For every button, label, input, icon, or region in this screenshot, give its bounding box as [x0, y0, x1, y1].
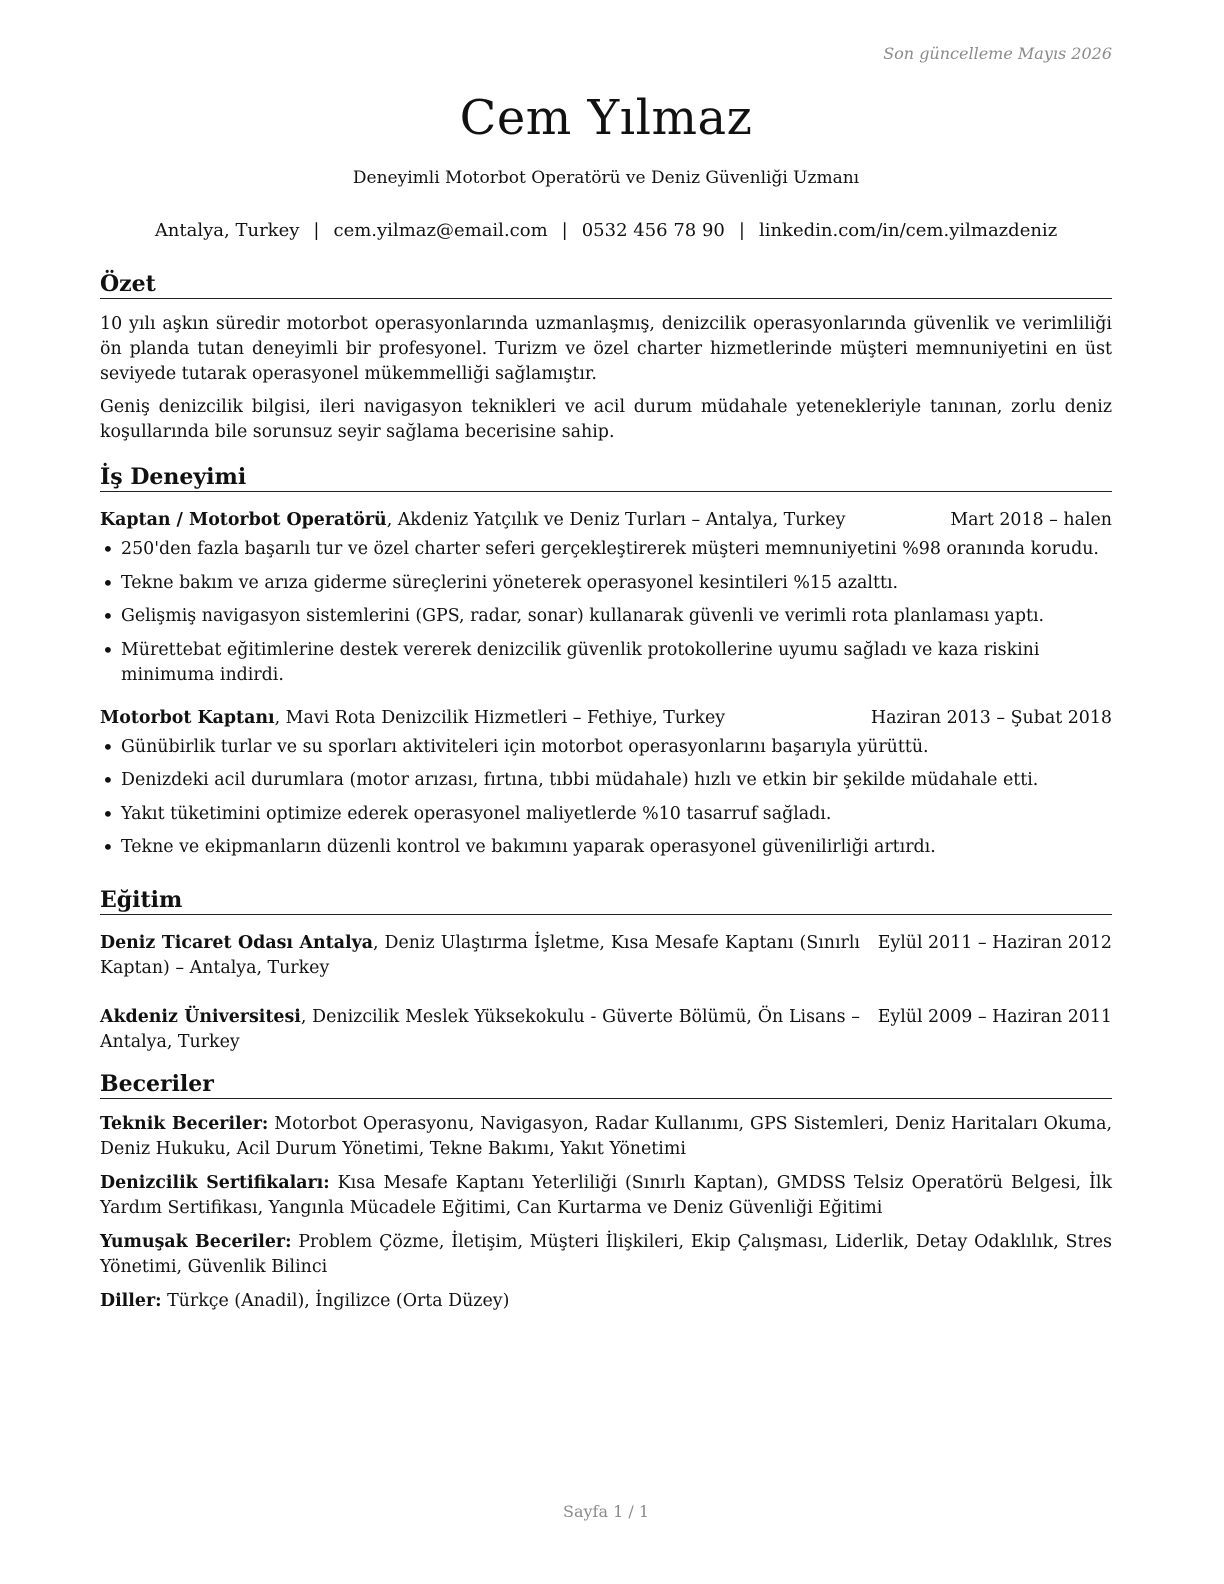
- experience-title: İş Deneyimi: [100, 463, 1112, 492]
- job-bullet: • Tekne bakım ve arıza giderme süreçlerini yöneterek operasyonel kesintileri %15 azalttı.: [100, 571, 1112, 596]
- skill-row: [100, 1112, 1112, 1162]
- job-dates: Mart 2018 – halen: [950, 510, 1112, 530]
- job-header: [100, 706, 1112, 731]
- contact-line: [100, 220, 1112, 241]
- experience-section: [100, 463, 1112, 869]
- job-dates: Haziran 2013 – Şubat 2018: [870, 707, 1112, 728]
- skill-text: Problem Çözme, İletişim, Müşteri İlişkileri, Ekip Çalışması, Liderlik, Detay Odaklılık, Stres Yönetimi, Güvenlik Bilinci: [100, 1232, 1112, 1277]
- education-details: , Denizcilik Meslek Yüksekokulu - Güverte Bölümü, Ön Lisans – Antalya, Turkey: [100, 1007, 860, 1052]
- skill-text: Motorbot Operasyonu, Navigasyon, Radar Kullanımı, GPS Sistemleri, Deniz Haritaları Okuma, Deniz Hukuku, Acil Durum Yönetimi, Tekne Bakımı, Yakıt Yönetimi: [100, 1114, 1113, 1159]
- skill-label: Denizcilik Sertifikaları:: [100, 1173, 330, 1193]
- job-bullets: [100, 537, 1112, 688]
- skill-row: [100, 1289, 1112, 1314]
- contact-linkedin[interactable]: linkedin.com/in/cem.yilmazdeniz: [758, 220, 1058, 241]
- job-bullet: • Tekne ve ekipmanların düzenli kontrol ve bakımını yaparak operasyonel güvenilirliği artırdı.: [100, 835, 1112, 860]
- education-dates: Eylül 2009 – Haziran 2011: [877, 1007, 1112, 1027]
- job-bullet: • Gelişmiş navigasyon sistemlerini (GPS, radar, sonar) kullanarak güvenli ve verimli rota planlaması yaptı.: [100, 604, 1112, 629]
- education-school: Deniz Ticaret Odası Antalya: [100, 933, 373, 953]
- skill-label: Yumuşak Beceriler:: [100, 1232, 292, 1252]
- skill-row: [100, 1230, 1112, 1280]
- skill-text: Kısa Mesafe Kaptanı Yeterliliği (Sınırlı Kaptan), GMDSS Telsiz Operatörü Belgesi, İlk Yardım Sertifikası, Yangınla Mücadele Eğitimi, Can Kurtarma ve Deniz Güvenliği Eğitimi: [100, 1173, 1113, 1218]
- job-bullet: • Denizdeki acil durumlara (motor arızası, fırtına, tıbbi müdahale) hızlı ve etkin bir şekilde müdahale etti.: [100, 768, 1112, 793]
- education-dates: Eylül 2011 – Haziran 2012: [877, 933, 1112, 953]
- person-name: Cem Yılmaz: [459, 90, 753, 146]
- summary-section: [100, 270, 1112, 445]
- job-bullet: • Yakıt tüketimini optimize ederek operasyonel maliyetlerde %10 tasarruf sağladı.: [100, 802, 1112, 827]
- contact-location: Antalya, Turkey: [154, 220, 300, 241]
- skills-title: Beceriler: [100, 1070, 1112, 1099]
- skill-text: Türkçe (Anadil), İngilizce (Orta Düzey): [161, 1291, 510, 1311]
- job-org: , Akdeniz Yatçılık ve Deniz Turları – Antalya, Turkey: [386, 510, 846, 530]
- page-number: Sayfa 1 / 1: [562, 1502, 649, 1521]
- job-role: Motorbot Kaptanı: [100, 707, 275, 728]
- skills-section: [100, 1070, 1112, 1314]
- education-item: [100, 931, 1112, 981]
- education-item: [100, 1005, 1112, 1055]
- job-bullets: [100, 735, 1112, 861]
- headline: Deneyimli Motorbot Operatörü ve Deniz Güvenliği Uzmanı: [352, 168, 860, 188]
- resume-page: [100, 0, 1112, 1584]
- contact-separator: |: [561, 220, 568, 241]
- contact-separator: |: [738, 220, 745, 241]
- job-bullet: • Günübirlik turlar ve su sporları aktiviteleri için motorbot operasyonlarını başarıyla yürüttü.: [100, 735, 1112, 760]
- summary-title: Özet: [100, 270, 1112, 299]
- job-header: [100, 508, 1112, 533]
- skill-row: [100, 1171, 1112, 1221]
- contact-separator: |: [313, 220, 320, 241]
- summary-paragraph: 10 yılı aşkın süredir motorbot operasyonlarında uzmanlaşmış, denizcilik operasyonlarında güvenlik ve verimliliği ön planda tutan deneyimli bir profesyonel. Turizm ve özel charter hizmetlerinde müşteri memnuniyetini en üst seviyede tutarak operasyonel mükemmelliği sağlamıştır.: [100, 314, 1112, 384]
- education-details: , Deniz Ulaştırma İşletme, Kısa Mesafe Kaptanı (Sınırlı Kaptan) – Antalya, Turkey: [100, 933, 860, 978]
- education-section: [100, 886, 1112, 1055]
- skill-label: Diller:: [100, 1291, 162, 1311]
- contact-email[interactable]: cem.yilmaz@email.com: [333, 220, 548, 241]
- job-bullet: • Mürettebat eğitimlerine destek vererek denizcilik güvenlik protokollerine uyumu sağladı ve kaza riskini minimuma indirdi.: [100, 638, 1112, 688]
- last-updated: Son güncelleme Mayıs 2026: [883, 44, 1112, 63]
- job-role: Kaptan / Motorbot Operatörü: [100, 510, 387, 530]
- job-org: , Mavi Rota Denizcilik Hizmetleri – Fethiye, Turkey: [274, 707, 726, 728]
- contact-phone[interactable]: 0532 456 78 90: [581, 220, 725, 241]
- summary-paragraph: Geniş denizcilik bilgisi, ileri navigasyon teknikleri ve acil durum müdahale yetenekleriyle tanınan, zorlu deniz koşullarında bile sorunsuz seyir sağlama becerisine sahip.: [100, 397, 1112, 442]
- skill-label: Teknik Beceriler:: [100, 1114, 269, 1134]
- job-bullet: • 250'den fazla başarılı tur ve özel charter seferi gerçekleştirerek müşteri memnuniyetini %98 oranında korudu.: [100, 537, 1112, 562]
- education-school: Akdeniz Üniversitesi: [100, 1007, 301, 1027]
- education-title: Eğitim: [100, 886, 1112, 915]
